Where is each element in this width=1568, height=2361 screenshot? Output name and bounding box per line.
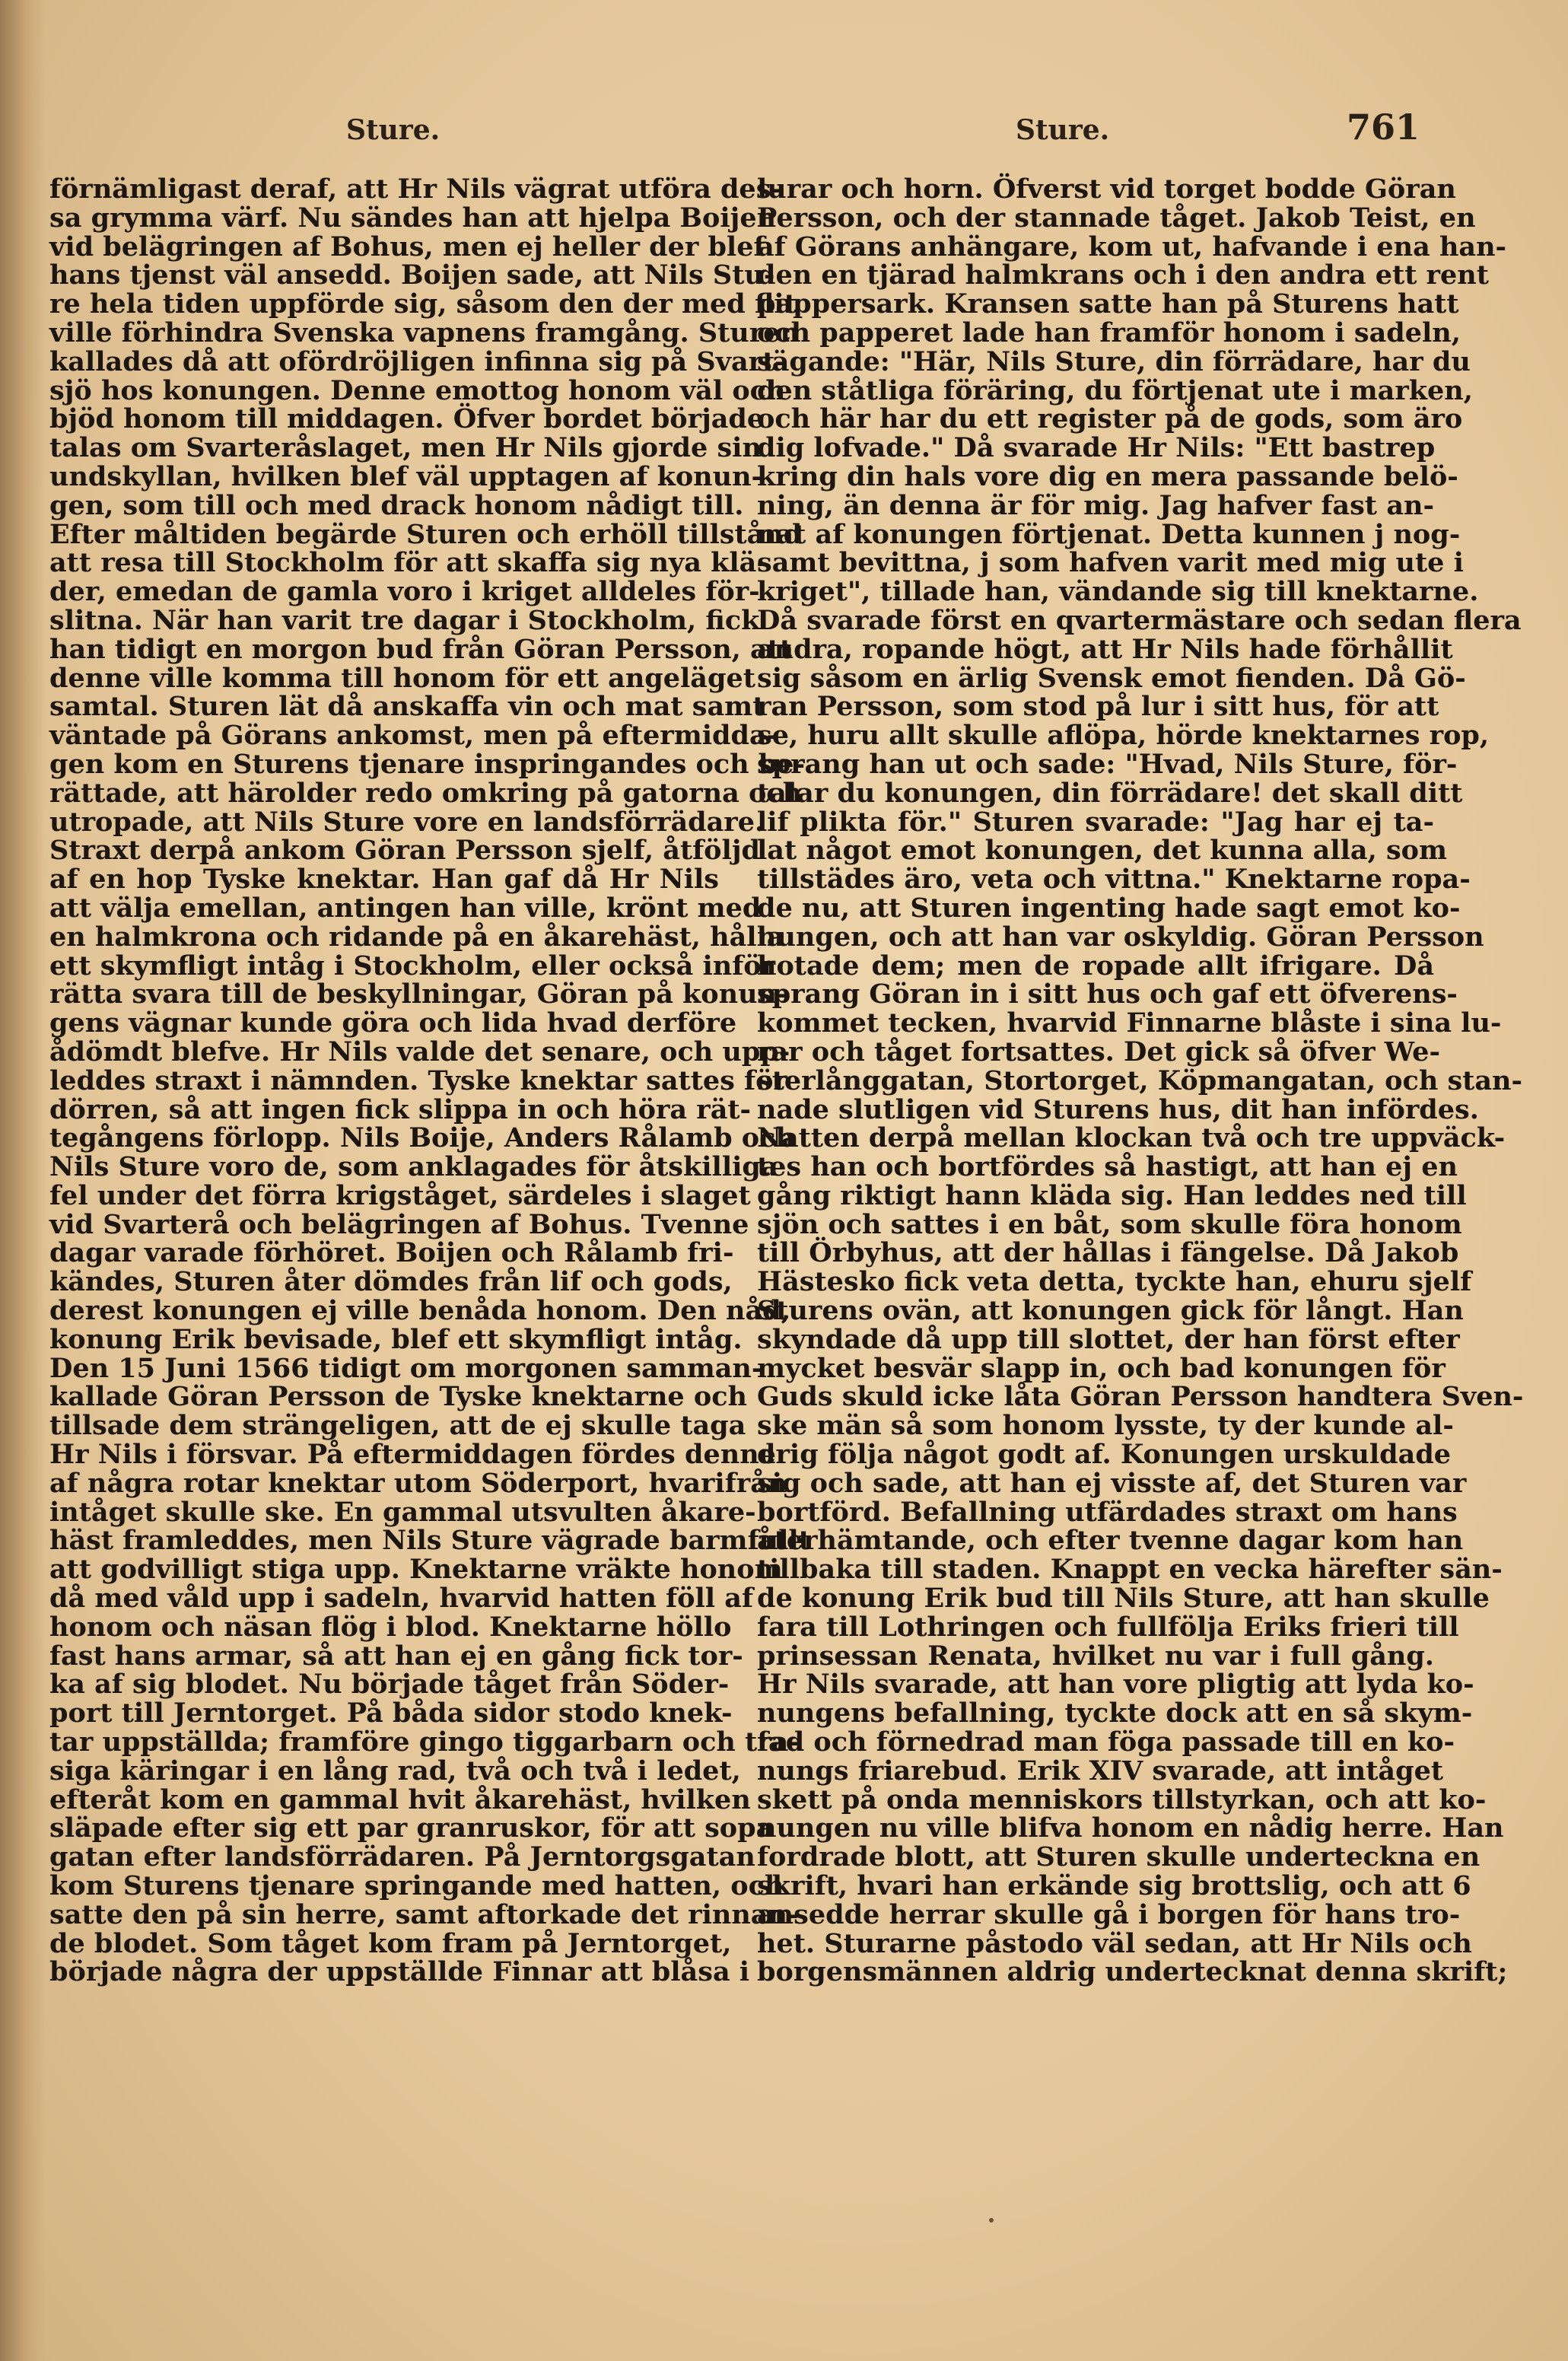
text-line: ka af sig blodet. Nu började tåget från Söder-	[49, 1669, 730, 1701]
text-line: kriget", tillade han, vändande sig till knektarne.	[757, 576, 1479, 608]
text-line: af några rotar knektar utom Söderport, hvarifrån	[49, 1467, 787, 1499]
text-line: gen kom en Sturens tjenare inspringandes och be-	[49, 748, 806, 780]
text-line: af Görans anhängare, kom ut, hafvande i ena han-	[757, 231, 1507, 263]
text-line: att godvilligt stiga upp. Knektarne vräkte honom	[49, 1554, 783, 1586]
text-line: sjö hos konungen. Denne emottog honom väl och	[49, 374, 786, 406]
text-line: samt bevittna, j som hafven varit med mig ute i	[757, 547, 1464, 579]
text-line: utropade, att Nils Sture vore en landsförrädare.	[49, 806, 765, 838]
text-line: intåget skulle ske. En gammal utsvulten åkare-	[49, 1496, 756, 1528]
text-line: de nu, att Sturen ingenting hade sagt emot ko-	[757, 892, 1461, 924]
text-line: lif plikta för." Sturen svarade: "Jag har ej ta-	[757, 806, 1434, 838]
text-line: gens vägnar kunde göra och lida hvad derföre	[49, 1007, 737, 1039]
text-line: siga käringar i en lång rad, två och två i ledet,	[49, 1755, 741, 1787]
text-line: då med våld upp i sadeln, hvarvid hatten föll af	[49, 1583, 754, 1615]
text-line: skett på onda menniskors tillstyrkan, och att ko-	[757, 1783, 1487, 1815]
text-line: tegångens förlopp. Nils Boije, Anders Rålamb och	[49, 1122, 795, 1154]
text-line: ning, än denna är för mig. Jag hafver fast an-	[757, 489, 1434, 521]
text-line: nungs friarebud. Erik XIV svarade, att intåget	[757, 1755, 1444, 1787]
text-line: Sturens ovän, att konungen gick för långt. Han	[757, 1295, 1464, 1327]
text-line: drig följa något godt af. Konungen urskuldade	[757, 1439, 1452, 1471]
text-line: rätta svara till de beskyllningar, Göran på konun-	[49, 978, 788, 1010]
text-line: Den 15 Juni 1566 tidigt om morgonen samman-	[49, 1352, 763, 1384]
text-line: häst framleddes, men Nils Sture vägrade barmfullt	[49, 1525, 811, 1557]
text-line: kändes, Sturen åter dömdes från lif och gods,	[49, 1266, 733, 1298]
text-line: återhämtande, och efter tvenne dagar kom han	[757, 1525, 1464, 1557]
text-line: talas om Svarteråslaget, men Hr Nils gjorde sin	[49, 432, 762, 464]
text-line: vid belägringen af Bohus, men ej heller der blef	[49, 231, 765, 263]
text-line: ran Persson, som stod på lur i sitt hus, för att	[757, 691, 1439, 723]
text-line: Nils Sture voro de, som anklagades för åtskilliga	[49, 1151, 778, 1183]
ink-speck	[989, 2218, 994, 2223]
text-line: Då svarade först en qvartermästare och sedan flera	[757, 604, 1522, 636]
text-line: Natten derpå mellan klockan två och tre uppväck-	[757, 1122, 1506, 1154]
text-line: konung Erik bevisade, blef ett skymfligt intåg.	[49, 1323, 743, 1355]
text-line: ett skymfligt intåg i Stockholm, eller också inför	[49, 950, 776, 982]
text-line: gång riktigt hann kläda sig. Han leddes ned till	[757, 1179, 1467, 1211]
text-line: nungens befallning, tyckte dock att en så skym-	[757, 1698, 1473, 1729]
text-line: och papperet lade han framför honom i sadeln,	[757, 317, 1461, 348]
left-running-head: Sture.	[346, 114, 441, 146]
text-line: de blodet. Som tåget kom fram på Jerntorget,	[49, 1927, 732, 1959]
text-line: Hästesko fick veta detta, tyckte han, ehuru sjelf	[757, 1266, 1472, 1298]
text-line: började några der uppställde Finnar att blåsa i	[49, 1956, 750, 1988]
text-line: sa grymma värf. Nu sändes han att hjelpa Boijen	[49, 202, 777, 234]
text-line: väntade på Görans ankomst, men på eftermidda-	[49, 720, 778, 752]
right-running-head: Sture.	[1016, 114, 1110, 146]
text-line: kallade Göran Persson de Tyske knektarne och	[49, 1381, 747, 1413]
text-line: ansedde herrar skulle gå i borgen för hans tro-	[757, 1898, 1461, 1930]
text-line: honom och näsan flög i blod. Knektarne höllo	[49, 1611, 732, 1643]
text-line: Persson, och der stannade tåget. Jakob Teist, en	[757, 202, 1476, 234]
text-line: dörren, så att ingen fick slippa in och höra rät-	[49, 1093, 752, 1125]
text-line: denne ville komma till honom för ett angeläget	[49, 662, 755, 694]
text-line: af en hop Tyske knektar. Han gaf då Hr Nils	[49, 864, 719, 896]
text-line: att välja emellan, antingen han ville, krönt med	[49, 892, 762, 924]
text-line: tillstädes äro, veta och vittna." Knektarne ropa-	[757, 864, 1471, 896]
text-line: satte den på sin herre, samt aftorkade det rinnan-	[49, 1898, 799, 1930]
text-line: fad och förnedrad man föga passade till en ko-	[757, 1726, 1455, 1758]
text-line: samtal. Sturen lät då anskaffa vin och mat samt	[49, 691, 765, 723]
text-line: sjön och sattes i en båt, som skulle föra honom	[757, 1208, 1462, 1240]
text-line: tillsade dem strängeligen, att de ej skulle taga	[49, 1410, 746, 1442]
text-line: Efter måltiden begärde Sturen och erhöll tillstånd	[49, 518, 803, 550]
text-line: den ståtliga föräring, du förtjenat ute i marken,	[757, 374, 1473, 406]
text-line: undskyllan, hvilken blef väl upptagen af konun-	[49, 460, 763, 492]
text-line: sprang han ut och sade: "Hvad, Nils Sture, för-	[757, 748, 1458, 780]
text-line: nungen, och att han var oskyldig. Göran Persson	[757, 921, 1484, 953]
text-line: talar du konungen, din förrädare! det skall ditt	[757, 777, 1463, 809]
text-line: en halmkrona och ridande på en åkarehäst, hålla	[49, 921, 784, 953]
text-line: se, huru allt skulle aflöpa, hörde knektarnes rop,	[757, 720, 1490, 752]
page-number: 761	[1347, 107, 1420, 148]
text-line: sterlånggatan, Stortorget, Köpmangatan, och stan-	[757, 1064, 1522, 1096]
text-line: slitna. När han varit tre dagar i Stockholm, fick	[49, 604, 760, 636]
text-line: port till Jerntorget. På båda sidor stodo knek-	[49, 1698, 733, 1729]
text-line: de konung Erik bud till Nils Sture, att han skulle	[757, 1583, 1490, 1615]
text-line: till Örbyhus, att der hållas i fängelse. Då Jakob	[757, 1237, 1459, 1269]
left-text-column	[49, 173, 811, 1988]
text-line: andra, ropande högt, att Hr Nils hade förhållit	[757, 633, 1453, 665]
text-line: borgensmännen aldrig undertecknat denna skrift;	[757, 1956, 1508, 1988]
text-line: att resa till Stockholm för att skaffa sig nya klä-	[49, 547, 768, 579]
text-line: kommet tecken, hvarvid Finnarne blåste i sina lu-	[757, 1007, 1502, 1039]
text-line: fara till Lothringen och fullfölja Eriks frieri till	[757, 1611, 1459, 1643]
text-line: fast hans armar, så att han ej en gång fick tor-	[49, 1640, 743, 1672]
text-line: sig såsom en ärlig Svensk emot fienden. Då Gö-	[757, 662, 1466, 694]
text-line: hotade dem; men de ropade allt ifrigare. Då	[757, 950, 1434, 982]
text-line: dig lofvade." Då svarade Hr Nils: "Ett bastrep	[757, 432, 1436, 464]
text-line: tar uppställda; framföre gingo tiggarbarn och tra-	[49, 1726, 800, 1758]
text-line: ske män så som honom lysste, ty der kunde al-	[757, 1410, 1454, 1442]
text-line: vid Svarterå och belägringen af Bohus. Tvenne	[49, 1208, 749, 1240]
text-line: rättade, att härolder redo omkring på gatorna och	[49, 777, 803, 809]
text-line: skrift, hvari han erkände sig brottslig, och att 6	[757, 1870, 1471, 1902]
text-line: dagar varade förhöret. Boijen och Rålamb fri-	[49, 1237, 734, 1269]
text-line: tes han och bortfördes så hastigt, att han ej en	[757, 1151, 1458, 1183]
text-line: nade slutligen vid Sturens hus, dit han infördes.	[757, 1093, 1479, 1125]
text-line: fordrade blott, att Sturen skulle underteckna en	[757, 1841, 1481, 1873]
text-line: han tidigt en morgon bud från Göran Persson, att	[49, 633, 793, 665]
text-line: Hr Nils i försvar. På eftermiddagen fördes denne	[49, 1439, 776, 1471]
text-line: ville förhindra Svenska vapnens framgång. Sturen	[49, 317, 800, 348]
text-line: och här har du ett register på de gods, som äro	[757, 403, 1463, 435]
text-line: het. Sturarne påstodo väl sedan, att Hr Nils och	[757, 1927, 1472, 1959]
text-line: pappersark. Kransen satte han på Sturens hatt	[757, 288, 1459, 320]
text-line: släpade efter sig ett par granruskor, för att sopa	[49, 1812, 774, 1844]
text-line: der, emedan de gamla voro i kriget alldeles för-	[49, 576, 760, 608]
text-line: lurar och horn. Öfverst vid torget bodde Göran	[757, 173, 1456, 205]
text-line: bjöd honom till middagen. Öfver bordet började	[49, 403, 765, 435]
text-line: rar och tåget fortsattes. Det gick så öfver We-	[757, 1036, 1440, 1068]
text-line: efteråt kom en gammal hvit åkarehäst, hvilken	[49, 1783, 751, 1815]
text-line: prinsessan Renata, hvilket nu var i full gång.	[757, 1640, 1434, 1672]
text-line: tillbaka till staden. Knappt en vecka härefter sän-	[757, 1554, 1503, 1586]
text-line: derest konungen ej ville benåda honom. Den nåd,	[49, 1295, 790, 1327]
text-line: Hr Nils svarade, att han vore pligtig att lyda ko-	[757, 1669, 1474, 1701]
text-line: sägande: "Här, Nils Sture, din förrädare, har du	[757, 345, 1471, 377]
text-line: bortförd. Befallning utfärdades straxt om hans	[757, 1496, 1458, 1528]
text-line: gatan efter landsförrädaren. På Jerntorgsgatan	[49, 1841, 755, 1873]
text-line: mycket besvär slapp in, och bad konungen för	[757, 1352, 1446, 1384]
text-line: kom Sturens tjenare springande med hatten, och	[49, 1870, 784, 1902]
text-line: sprang Göran in i sitt hus och gaf ett öfverens-	[757, 978, 1458, 1010]
text-line: kallades då att ofördröjligen infinna sig på Svart-	[49, 345, 786, 377]
text-line: lat något emot konungen, det kunna alla, som	[757, 835, 1448, 867]
text-line: gen, som till och med drack honom nådigt till.	[49, 489, 744, 521]
text-line: kring din hals vore dig en mera passande belö-	[757, 460, 1458, 492]
text-line: ådömdt blefve. Hr Nils valde det senare, och upp-	[49, 1036, 790, 1068]
text-line: nungen nu ville blifva honom en nådig herre. Han	[757, 1812, 1504, 1844]
text-line: sig och sade, att han ej visste af, det Sturen var	[757, 1467, 1467, 1499]
text-line: leddes straxt i nämnden. Tyske knektar sattes för	[49, 1064, 787, 1096]
page-gutter	[0, 0, 46, 2361]
text-line: fel under det förra krigståget, särdeles i slaget	[49, 1179, 751, 1211]
text-line: Guds skuld icke låta Göran Persson handtera Sven-	[757, 1381, 1524, 1413]
right-text-column	[757, 173, 1524, 1988]
text-line: skyndade då upp till slottet, der han först efter	[757, 1323, 1460, 1355]
text-line: förnämligast deraf, att Hr Nils vägrat utföra des-	[49, 173, 782, 205]
text-line: den en tjärad halmkrans och i den andra ett rent	[757, 259, 1489, 291]
text-line: nat af konungen förtjenat. Detta kunnen j nog-	[757, 518, 1461, 550]
text-line: re hela tiden uppförde sig, såsom den der med flit	[49, 288, 797, 320]
text-line: hans tjenst väl ansedd. Boijen sade, att Nils Stu-	[49, 259, 775, 291]
text-line: Straxt derpå ankom Göran Persson sjelf, åtföljd	[49, 835, 760, 867]
